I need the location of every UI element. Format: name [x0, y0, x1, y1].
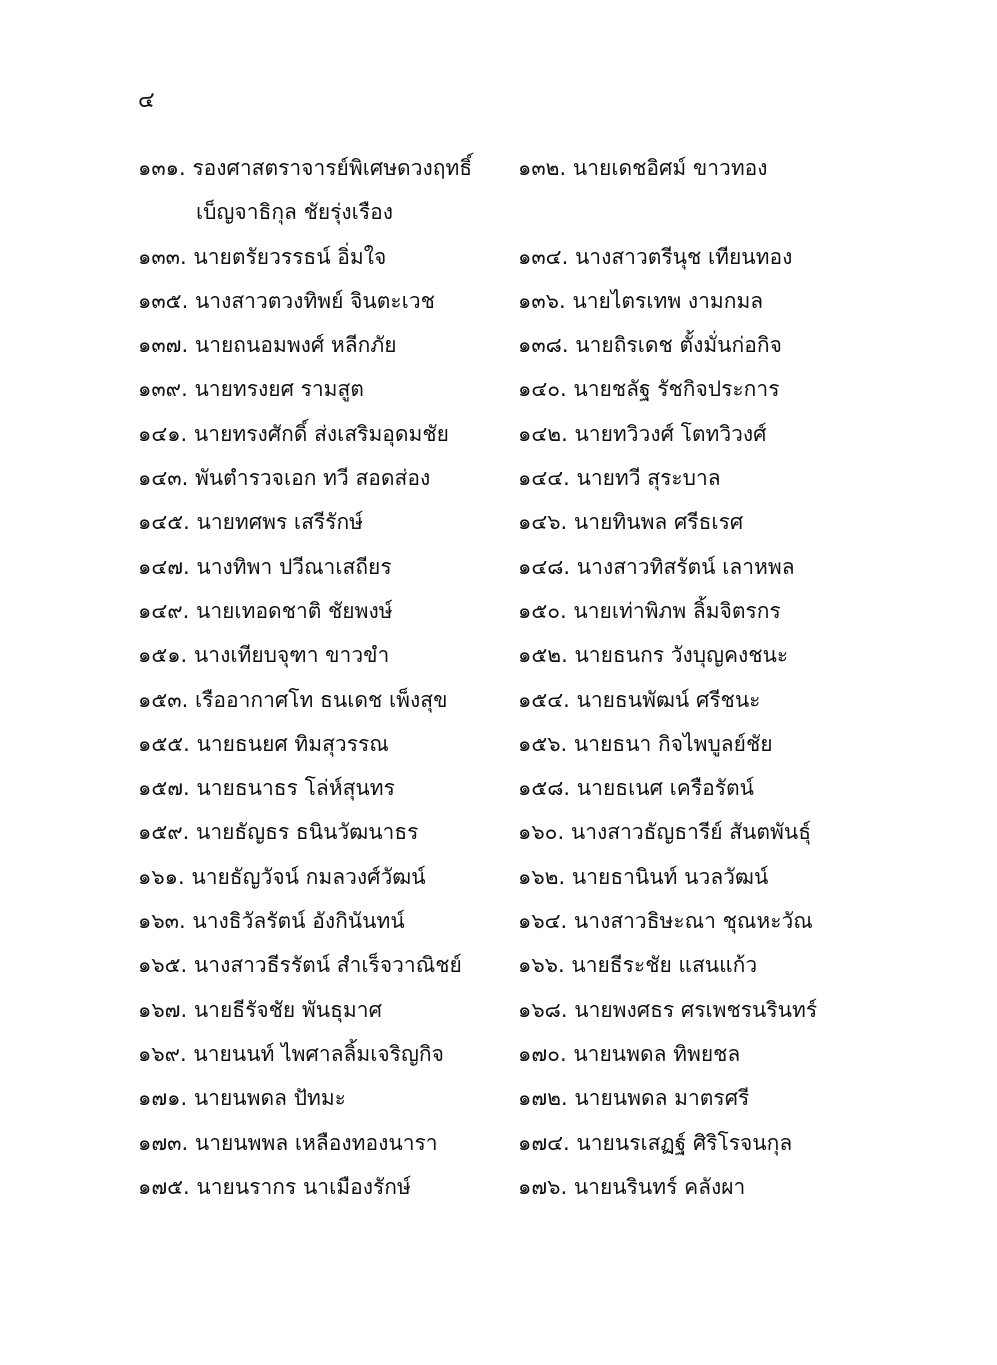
entry-number: ๑๖๕.: [138, 953, 188, 978]
list-item: [518, 235, 878, 279]
entry-line: [138, 988, 382, 1032]
list-item: [518, 722, 878, 766]
entry-line: [518, 146, 768, 190]
entry-block: [518, 633, 788, 677]
list-row: [138, 1076, 878, 1120]
entry-line: [138, 146, 472, 190]
entry-block: [138, 1121, 438, 1165]
list-item: [138, 943, 518, 987]
entry-number: ๑๓๙.: [138, 377, 188, 402]
entry-line: [518, 1165, 745, 1209]
entry-number: ๑๔๓.: [138, 466, 189, 491]
entry-line: [518, 678, 760, 722]
entry-block: [518, 855, 768, 899]
entry-block: [138, 810, 418, 854]
entry-name: รองศาสตราจารย์พิเศษดวงฤทธิ์: [192, 156, 473, 180]
entry-number: ๑๓๖.: [518, 288, 566, 313]
entry-number: ๑๕๖.: [518, 731, 568, 756]
list-row: [138, 1032, 878, 1076]
entry-block: [518, 1076, 749, 1120]
entry-number: ๑๔๔.: [518, 466, 570, 491]
list-row: [138, 235, 878, 279]
entry-line: [138, 589, 393, 633]
list-row: [138, 456, 878, 500]
list-row: [138, 678, 878, 722]
entry-name: นายทศพร เสรีรักษ์: [196, 510, 364, 535]
list-row: [138, 1165, 878, 1209]
entry-block: [518, 279, 763, 323]
list-item: [518, 1165, 878, 1209]
list-item: [518, 279, 878, 323]
entry-number: ๑๓๓.: [138, 244, 187, 269]
entry-line: [518, 988, 817, 1032]
entry-number: ๑๖๑.: [138, 864, 185, 889]
entry-name: นายนพดล ปัทมะ: [193, 1086, 346, 1111]
list-row: [138, 722, 878, 766]
list-item: [518, 500, 878, 544]
entry-line: [138, 500, 363, 544]
entry-name: นางสาวธีรรัตน์ สำเร็จวาณิชย์: [193, 953, 462, 978]
entry-name: นายนพดล มาตรศรี: [574, 1086, 750, 1111]
entry-number: ๑๔๕.: [138, 510, 190, 535]
entry-line: [518, 589, 781, 633]
entry-name: นายธนยศ ทิมสุวรรณ: [196, 731, 389, 756]
entry-number: ๑๖๙.: [138, 1041, 187, 1066]
entry-line: [518, 412, 767, 456]
entry-block: [518, 589, 781, 633]
entry-number: ๑๖๔.: [518, 909, 568, 934]
entry-line: [138, 323, 397, 367]
list-row: [138, 323, 878, 367]
entry-number: ๑๔๘.: [518, 554, 571, 579]
entry-block: [138, 1165, 411, 1209]
list-item: [518, 412, 878, 456]
entry-block: [138, 1032, 444, 1076]
entry-line: [138, 456, 430, 500]
entry-line: [518, 545, 795, 589]
entry-line: [138, 899, 405, 943]
entry-number: ๑๖๗.: [138, 997, 188, 1022]
entry-block: [518, 678, 760, 722]
entry-block: [518, 810, 811, 854]
entry-number: ๑๕๑.: [138, 643, 188, 668]
entry-number: ๑๗๖.: [518, 1174, 568, 1199]
entry-name: นายธีระชัย แสนแก้ว: [571, 953, 758, 978]
entry-line: [138, 943, 462, 987]
entry-block: [518, 456, 721, 500]
entry-block: [138, 500, 363, 544]
entry-name: นายนพดล ทิพยชล: [573, 1041, 741, 1066]
entry-number: ๑๔๑.: [138, 421, 188, 446]
list-row: [138, 988, 878, 1032]
entry-block: [138, 633, 389, 677]
entry-line: [518, 279, 763, 323]
entry-name: นายธัญวัจน์ กมลวงศ์วัฒน์: [191, 864, 426, 889]
entry-number: ๑๕๕.: [138, 731, 190, 756]
entry-block: [518, 766, 754, 810]
list-item: [138, 456, 518, 500]
entry-name: พันตำรวจเอก ทวี สอดส่อง: [194, 466, 431, 491]
entry-name: นายทรงศักดิ์ ส่งเสริมอุดมชัย: [193, 421, 449, 446]
entry-number: ๑๗๐.: [518, 1041, 567, 1066]
entry-line: [138, 1121, 438, 1165]
list-row: [138, 279, 878, 323]
list-item: [518, 1076, 878, 1120]
entry-block: [138, 855, 426, 899]
list-row: [138, 367, 878, 411]
entry-name: นายนรินทร์ คลังผา: [573, 1174, 746, 1199]
entry-block: [138, 988, 382, 1032]
entry-line: [518, 810, 811, 854]
list-item: [518, 988, 878, 1032]
list-row: [138, 943, 878, 987]
list-row: [138, 146, 878, 235]
entry-block: [518, 899, 813, 943]
list-item: [518, 367, 878, 411]
entry-block: [138, 279, 435, 323]
list-item: [518, 1032, 878, 1076]
entry-line: [518, 500, 743, 544]
entry-name: นายพงศธร ศรเพชรนรินทร์: [574, 997, 818, 1022]
entry-line: [138, 412, 449, 456]
list-row: [138, 589, 878, 633]
entry-block: [138, 1076, 346, 1120]
entry-name: นางธิวัลรัตน์ อังกินันทน์: [192, 909, 405, 934]
entry-number: ๑๔๒.: [518, 421, 568, 446]
entry-block: [138, 146, 472, 235]
list-row: [138, 810, 878, 854]
entry-name: นายธนา กิจไพบูลย์ชัย: [573, 731, 773, 756]
entry-block: [518, 146, 768, 190]
list-item: [518, 766, 878, 810]
entry-number: ๑๗๕.: [138, 1174, 190, 1199]
entry-name: นายตรัยวรรธน์ อิ่มใจ: [193, 244, 387, 269]
entry-line: [138, 367, 364, 411]
list-row: [138, 545, 878, 589]
list-item: [138, 146, 518, 235]
list-item: [518, 323, 878, 367]
entry-line: [138, 810, 418, 854]
list-item: [518, 899, 878, 943]
entry-line: [138, 678, 447, 722]
list-row: [138, 500, 878, 544]
entry-name: นางสาวตวงทิพย์ จินตะเวช: [194, 288, 435, 313]
entry-name: นายทินพล ศรีธเรศ: [573, 510, 744, 535]
list-item: [518, 1121, 878, 1165]
list-item: [518, 545, 878, 589]
entry-name: เรืออากาศโท ธนเดช เพ็งสุข: [194, 687, 448, 712]
entry-line: [518, 1076, 749, 1120]
entry-line: [138, 722, 389, 766]
entry-number: ๑๕๘.: [518, 776, 571, 801]
entry-block: [138, 766, 395, 810]
entry-block: [138, 412, 449, 456]
entry-name: นายธัญธร ธนินวัฒนาธร: [195, 820, 419, 845]
entry-number: ๑๖๒.: [518, 864, 566, 889]
entry-block: [138, 722, 389, 766]
list-item: [138, 412, 518, 456]
entry-number: ๑๗๔.: [518, 1130, 570, 1155]
list-row: [138, 412, 878, 456]
list-row: [138, 633, 878, 677]
entry-block: [518, 988, 817, 1032]
list-row: [138, 766, 878, 810]
entry-line: [518, 456, 721, 500]
list-item: [138, 988, 518, 1032]
entry-number: ๑๖๓.: [138, 909, 186, 934]
entry-number: ๑๖๖.: [518, 953, 565, 978]
entry-name: นายธนกร วังบุญคงชนะ: [574, 643, 789, 668]
entry-line: [518, 633, 788, 677]
entry-number: ๑๕๙.: [138, 820, 190, 845]
page-number: ๔: [138, 88, 155, 113]
list-row: [138, 899, 878, 943]
entry-number: ๑๖๘.: [518, 997, 568, 1022]
entry-number: ๑๓๗.: [138, 333, 189, 358]
entry-name: นางสาวธัญธารีย์ สันตพันธุ์: [570, 820, 812, 845]
entry-block: [138, 899, 405, 943]
entry-line: [138, 1165, 411, 1209]
entry-name: นายธีรัจชัย พันธุมาศ: [193, 997, 382, 1022]
entry-block: [138, 235, 386, 279]
list-item: [138, 899, 518, 943]
entry-block: [138, 456, 430, 500]
list-item: [138, 279, 518, 323]
entry-block: [518, 545, 795, 589]
entry-name: นายชลัฐ รัชกิจประการ: [573, 377, 780, 402]
list-item: [138, 810, 518, 854]
entry-line: [518, 943, 757, 987]
list-item: [138, 545, 518, 589]
entry-number: ๑๓๒.: [518, 156, 567, 180]
list-item: [138, 1121, 518, 1165]
entry-block: [518, 323, 782, 367]
list-item: [138, 367, 518, 411]
list-item: [518, 146, 878, 190]
entry-line: [138, 279, 435, 323]
entry-number: ๑๗๑.: [138, 1086, 188, 1111]
entry-name: นายนพพล เหลืองทองนารา: [194, 1130, 438, 1155]
list-item: [518, 589, 878, 633]
entry-number: ๑๕๔.: [518, 687, 570, 712]
list-item: [138, 323, 518, 367]
list-item: [138, 1165, 518, 1209]
entry-name: นายนรเสฏฐ์ ศิริโรจนกุล: [576, 1130, 793, 1155]
entry-number: ๑๓๕.: [138, 288, 189, 313]
entry-line: [518, 855, 768, 899]
entry-line: [518, 766, 754, 810]
list-item: [138, 633, 518, 677]
entry-name: นายทวิวงศ์ โตทวิวงศ์: [574, 421, 767, 446]
list-row: [138, 855, 878, 899]
entry-number: ๑๕๐.: [518, 598, 567, 623]
entry-name: นายนรากร นาเมืองรักษ์: [196, 1174, 411, 1199]
entry-name: นายเทอดชาติ ชัยพงษ์: [195, 598, 393, 623]
entry-name: นายทวี สุระบาล: [576, 466, 721, 491]
entry-block: [518, 235, 792, 279]
entry-line: [518, 235, 792, 279]
entry-name: นางเทียบจุฑา ขาวขำ: [193, 643, 390, 668]
entry-line: [138, 1076, 346, 1120]
entry-name: นางสาวธิษะณา ชุณหะวัณ: [573, 909, 813, 934]
entry-number: ๑๖๐.: [518, 820, 565, 845]
entry-block: [138, 678, 447, 722]
entry-name: นายนนท์ ไพศาลลิ้มเจริญกิจ: [193, 1041, 444, 1066]
entry-name-continued: เบ็ญจาธิกุล ชัยรุ่งเรือง: [196, 200, 393, 225]
list-item: [138, 766, 518, 810]
entry-name: นายเดชอิศม์ ขาวทอง: [572, 156, 768, 180]
entry-line: [138, 633, 389, 677]
list-item: [138, 500, 518, 544]
entry-name: นางสาวทิสรัตน์ เลาหพล: [576, 554, 795, 579]
entry-line: [138, 545, 392, 589]
list-item: [518, 633, 878, 677]
entry-number: ๑๔๗.: [138, 554, 190, 579]
entry-name: นางทิพา ปวีณาเสถียร: [196, 554, 392, 579]
entry-name: นางสาวตรีนุช เทียนทอง: [574, 244, 793, 269]
entry-number: ๑๗๓.: [138, 1130, 189, 1155]
entry-line: [138, 235, 386, 279]
list-item: [138, 235, 518, 279]
entry-number: ๑๓๘.: [518, 333, 569, 358]
entry-name: นายทรงยศ รามสูต: [194, 377, 364, 402]
list-item: [518, 810, 878, 854]
entry-number: ๑๔๙.: [138, 598, 190, 623]
entry-block: [138, 589, 393, 633]
list-item: [138, 722, 518, 766]
entry-name: นายธนพัฒน์ ศรีชนะ: [576, 687, 761, 712]
entry-number: ๑๗๒.: [518, 1086, 568, 1111]
entry-line: [138, 1032, 444, 1076]
entry-number: ๑๔๖.: [518, 510, 568, 535]
list-item: [138, 678, 518, 722]
entry-block: [138, 367, 364, 411]
entry-block: [518, 412, 767, 456]
entry-name: นายถิรเดช ตั้งมั่นก่อกิจ: [575, 333, 782, 358]
entry-block: [518, 367, 779, 411]
list-item: [138, 589, 518, 633]
entry-name: นายธนาธร โล่ห์สุนทร: [196, 776, 395, 801]
list-row: [138, 1121, 878, 1165]
entry-number: ๑๓๔.: [518, 244, 569, 269]
entry-block: [518, 1032, 740, 1076]
list-item: [518, 678, 878, 722]
entry-block: [138, 545, 392, 589]
list-item: [138, 1076, 518, 1120]
list-item: [138, 855, 518, 899]
entry-block: [518, 943, 757, 987]
entry-line: [518, 722, 773, 766]
entry-line: [138, 855, 426, 899]
list-item: [138, 1032, 518, 1076]
entry-name: นายถนอมพงศ์ หลีกภัย: [194, 333, 397, 358]
entry-block: [518, 1165, 745, 1209]
entry-line: [518, 367, 779, 411]
entry-line: [138, 766, 395, 810]
entry-block: [518, 722, 773, 766]
entry-number: ๑๕๓.: [138, 687, 189, 712]
entry-name: นายเท่าพิภพ ลิ้มจิตรกร: [573, 598, 781, 623]
entry-line: [518, 899, 813, 943]
entry-number: ๑๔๐.: [518, 377, 567, 402]
entry-block: [518, 500, 743, 544]
entry-line: [518, 323, 782, 367]
entry-line: [518, 1121, 792, 1165]
entry-number: ๑๕๗.: [138, 776, 190, 801]
entry-name: นายไตรเทพ งามกมล: [572, 288, 764, 313]
entry-name: นายธเนศ เครือรัตน์: [576, 776, 754, 801]
entry-number: ๑๕๒.: [518, 643, 568, 668]
entry-block: [138, 943, 462, 987]
entry-block: [138, 323, 397, 367]
list-item: [518, 855, 878, 899]
entry-block: [518, 1121, 792, 1165]
list-item: [518, 943, 878, 987]
name-list: [138, 146, 878, 1209]
entry-name: นายธานินท์ นวลวัฒน์: [571, 864, 769, 889]
list-item: [518, 456, 878, 500]
entry-number: ๑๓๑.: [138, 156, 186, 180]
entry-line: [518, 1032, 740, 1076]
